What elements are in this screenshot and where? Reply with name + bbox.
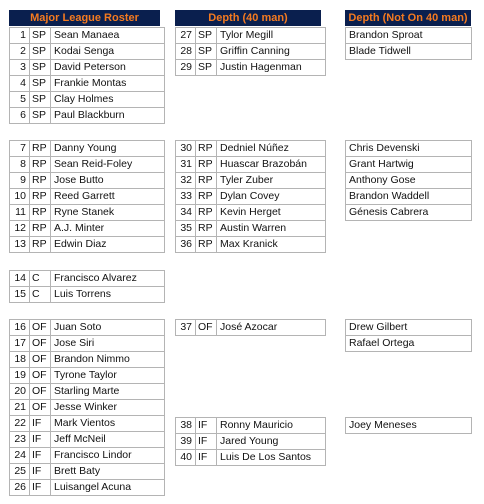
player-name: Mark Vientos (51, 416, 165, 432)
player-number: 3 (10, 60, 30, 76)
player-position: RP (196, 173, 217, 189)
player-name: Jared Young (217, 434, 326, 450)
player-name: Luis De Los Santos (217, 450, 326, 466)
table-row (10, 271, 165, 287)
table-row (176, 205, 326, 221)
player-name: Max Kranick (217, 237, 326, 253)
depth40-sp-table (175, 27, 326, 76)
player-position: IF (30, 432, 51, 448)
player-name: Joey Meneses (346, 418, 472, 434)
table-row (346, 418, 472, 434)
player-number: 17 (10, 336, 30, 352)
roster-rp-table (9, 140, 165, 253)
player-name: Austin Warren (217, 221, 326, 237)
table-row (176, 418, 326, 434)
player-name: Ryne Stanek (51, 205, 165, 221)
table-row (346, 157, 472, 173)
player-position: RP (30, 157, 51, 173)
player-name: José Azocar (217, 320, 326, 336)
player-number: 25 (10, 464, 30, 480)
player-number: 32 (176, 173, 196, 189)
player-name: Ronny Mauricio (217, 418, 326, 434)
table-row (346, 205, 472, 221)
player-name: Brandon Waddell (346, 189, 472, 205)
player-number: 10 (10, 189, 30, 205)
table-row (176, 173, 326, 189)
player-number: 1 (10, 28, 30, 44)
player-number: 30 (176, 141, 196, 157)
player-name: Chris Devenski (346, 141, 472, 157)
player-position: IF (196, 434, 217, 450)
player-name: Luisangel Acuna (51, 480, 165, 496)
player-name: Tylor Megill (217, 28, 326, 44)
player-position: IF (196, 450, 217, 466)
table-row (10, 76, 165, 92)
player-name: Reed Garrett (51, 189, 165, 205)
player-name: Kevin Herget (217, 205, 326, 221)
depthnot-sp-table (345, 27, 472, 60)
player-name: Drew Gilbert (346, 320, 472, 336)
table-row (10, 416, 165, 432)
player-number: 19 (10, 368, 30, 384)
player-position: RP (196, 189, 217, 205)
table-row (10, 60, 165, 76)
player-position: RP (30, 205, 51, 221)
player-name: Dedniel Núñez (217, 141, 326, 157)
table-row (10, 368, 165, 384)
player-number: 36 (176, 237, 196, 253)
player-name: Sean Manaea (51, 28, 165, 44)
player-name: Jose Siri (51, 336, 165, 352)
table-row (10, 92, 165, 108)
player-name: Brandon Nimmo (51, 352, 165, 368)
player-number: 33 (176, 189, 196, 205)
player-position: SP (30, 28, 51, 44)
table-row (10, 448, 165, 464)
player-number: 8 (10, 157, 30, 173)
player-number: 38 (176, 418, 196, 434)
player-name: Anthony Gose (346, 173, 472, 189)
player-number: 24 (10, 448, 30, 464)
depth-not-40-header: Depth (Not On 40 man) (345, 10, 471, 26)
player-position: OF (196, 320, 217, 336)
table-row (346, 28, 472, 44)
depth40-rp-table (175, 140, 326, 253)
table-row (176, 60, 326, 76)
table-row (176, 189, 326, 205)
player-position: RP (30, 189, 51, 205)
player-name: Dylan Covey (217, 189, 326, 205)
table-row (176, 450, 326, 466)
table-row (10, 189, 165, 205)
player-position: RP (30, 221, 51, 237)
roster-pos-table (9, 319, 165, 496)
player-number: 39 (176, 434, 196, 450)
table-row (346, 320, 472, 336)
player-name: Luis Torrens (51, 287, 165, 303)
roster-header: Major League Roster (9, 10, 160, 26)
table-row (10, 237, 165, 253)
player-name: Kodai Senga (51, 44, 165, 60)
player-number: 20 (10, 384, 30, 400)
table-row (176, 141, 326, 157)
player-position: RP (196, 205, 217, 221)
player-number: 11 (10, 205, 30, 221)
player-name: Huascar Brazobán (217, 157, 326, 173)
player-position: SP (30, 60, 51, 76)
player-position: SP (30, 108, 51, 124)
player-name: Juan Soto (51, 320, 165, 336)
table-row (10, 400, 165, 416)
player-number: 35 (176, 221, 196, 237)
player-name: Justin Hagenman (217, 60, 326, 76)
player-position: OF (30, 368, 51, 384)
player-number: 21 (10, 400, 30, 416)
player-number: 15 (10, 287, 30, 303)
player-name: Brandon Sproat (346, 28, 472, 44)
player-number: 14 (10, 271, 30, 287)
depthnot-of-table (345, 319, 472, 352)
player-number: 2 (10, 44, 30, 60)
player-name: Tyler Zuber (217, 173, 326, 189)
table-row (176, 320, 326, 336)
player-position: SP (30, 76, 51, 92)
player-name: Griffin Canning (217, 44, 326, 60)
depth40-of-table (175, 319, 326, 336)
player-position: C (30, 271, 51, 287)
depth-40-header: Depth (40 man) (175, 10, 321, 26)
player-number: 4 (10, 76, 30, 92)
table-row (10, 205, 165, 221)
table-row (346, 141, 472, 157)
table-row (176, 28, 326, 44)
table-row (346, 336, 472, 352)
player-number: 5 (10, 92, 30, 108)
depth40-if-table (175, 417, 326, 466)
player-number: 13 (10, 237, 30, 253)
player-number: 29 (176, 60, 196, 76)
player-name: David Peterson (51, 60, 165, 76)
player-name: Jesse Winker (51, 400, 165, 416)
player-position: IF (30, 416, 51, 432)
table-row (10, 173, 165, 189)
table-row (10, 157, 165, 173)
table-row (10, 28, 165, 44)
player-name: Clay Holmes (51, 92, 165, 108)
player-number: 27 (176, 28, 196, 44)
table-row (10, 432, 165, 448)
player-name: Sean Reid-Foley (51, 157, 165, 173)
player-position: OF (30, 320, 51, 336)
player-name: Grant Hartwig (346, 157, 472, 173)
table-row (10, 320, 165, 336)
table-row (176, 157, 326, 173)
player-number: 22 (10, 416, 30, 432)
table-row (10, 287, 165, 303)
player-position: SP (196, 60, 217, 76)
player-position: OF (30, 352, 51, 368)
player-number: 7 (10, 141, 30, 157)
player-position: IF (30, 464, 51, 480)
table-row (346, 173, 472, 189)
player-position: SP (196, 44, 217, 60)
depthnot-if-table (345, 417, 472, 434)
table-row (10, 336, 165, 352)
player-position: RP (30, 237, 51, 253)
table-row (346, 189, 472, 205)
player-name: Génesis Cabrera (346, 205, 472, 221)
player-number: 12 (10, 221, 30, 237)
player-position: RP (196, 221, 217, 237)
player-name: Edwin Diaz (51, 237, 165, 253)
player-number: 28 (176, 44, 196, 60)
player-number: 16 (10, 320, 30, 336)
player-position: OF (30, 336, 51, 352)
player-position: SP (30, 92, 51, 108)
player-position: RP (196, 157, 217, 173)
player-position: IF (196, 418, 217, 434)
roster-sp-table (9, 27, 165, 124)
table-row (346, 44, 472, 60)
player-position: OF (30, 384, 51, 400)
table-row (10, 384, 165, 400)
table-row (10, 141, 165, 157)
player-name: Frankie Montas (51, 76, 165, 92)
player-position: IF (30, 480, 51, 496)
table-row (176, 221, 326, 237)
player-position: RP (196, 237, 217, 253)
table-row (176, 44, 326, 60)
table-row (10, 108, 165, 124)
player-number: 31 (176, 157, 196, 173)
player-number: 23 (10, 432, 30, 448)
player-name: Francisco Alvarez (51, 271, 165, 287)
player-number: 40 (176, 450, 196, 466)
player-name: Tyrone Taylor (51, 368, 165, 384)
player-name: Paul Blackburn (51, 108, 165, 124)
player-name: Jeff McNeil (51, 432, 165, 448)
table-row (10, 480, 165, 496)
player-position: RP (196, 141, 217, 157)
player-name: Rafael Ortega (346, 336, 472, 352)
table-row (176, 237, 326, 253)
player-name: Francisco Lindor (51, 448, 165, 464)
player-number: 18 (10, 352, 30, 368)
table-row (176, 434, 326, 450)
player-position: C (30, 287, 51, 303)
player-name: A.J. Minter (51, 221, 165, 237)
player-number: 26 (10, 480, 30, 496)
player-number: 9 (10, 173, 30, 189)
player-number: 34 (176, 205, 196, 221)
depthnot-rp-table (345, 140, 472, 221)
player-position: RP (30, 173, 51, 189)
player-position: IF (30, 448, 51, 464)
player-name: Starling Marte (51, 384, 165, 400)
player-number: 37 (176, 320, 196, 336)
player-position: RP (30, 141, 51, 157)
player-position: SP (30, 44, 51, 60)
table-row (10, 464, 165, 480)
player-position: SP (196, 28, 217, 44)
table-row (10, 221, 165, 237)
player-number: 6 (10, 108, 30, 124)
table-row (10, 352, 165, 368)
player-name: Blade Tidwell (346, 44, 472, 60)
player-position: OF (30, 400, 51, 416)
roster-c-table (9, 270, 165, 303)
player-name: Danny Young (51, 141, 165, 157)
player-name: Brett Baty (51, 464, 165, 480)
table-row (10, 44, 165, 60)
player-name: Jose Butto (51, 173, 165, 189)
